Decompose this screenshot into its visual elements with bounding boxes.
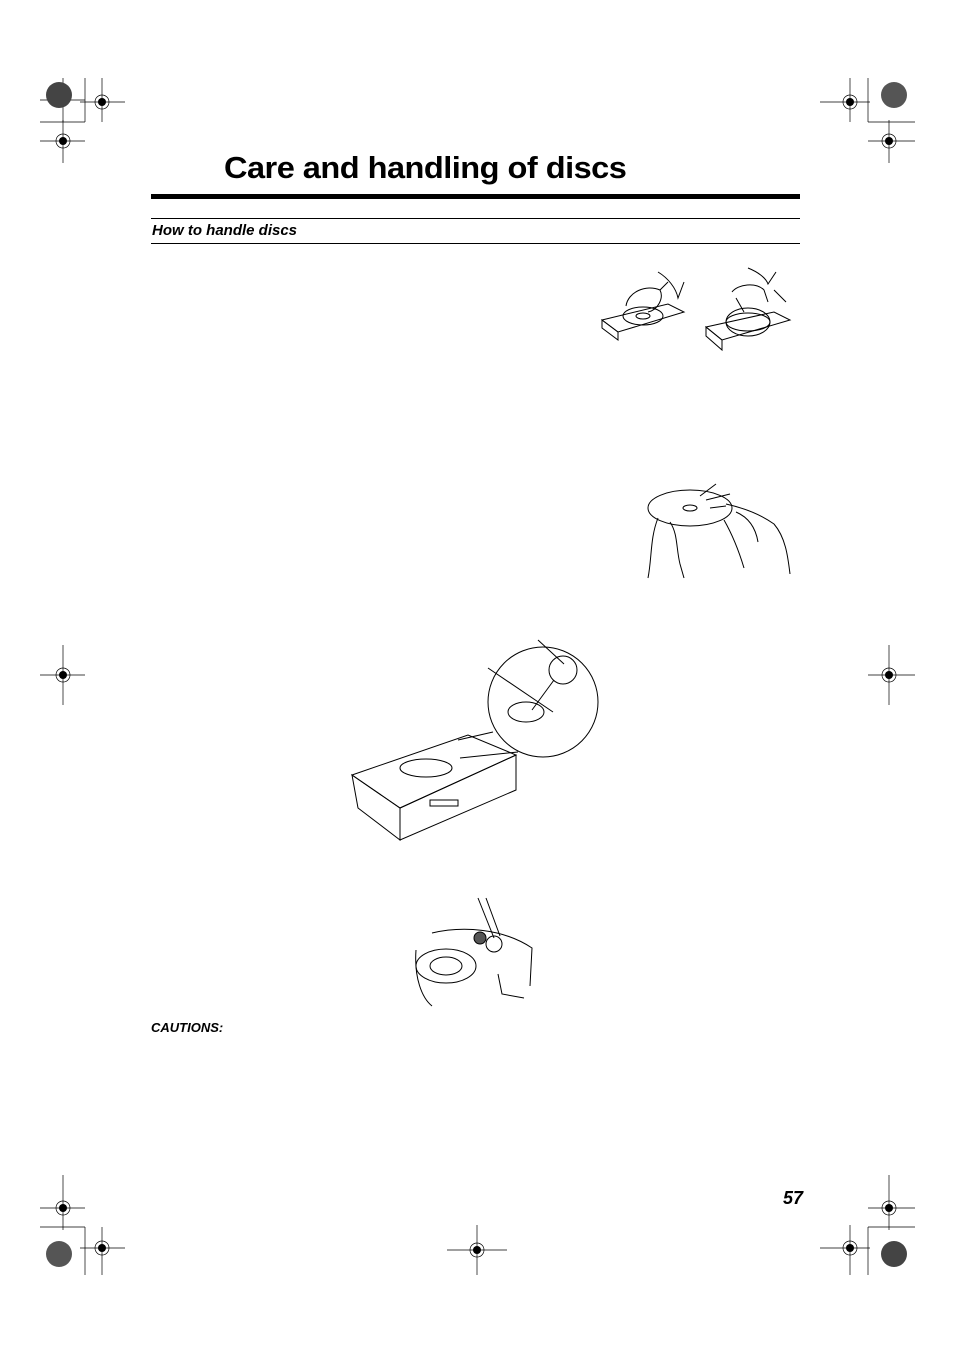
- disc-held-by-edges-illustration: [640, 478, 800, 590]
- section-rule-bottom: [151, 243, 800, 244]
- disc-tray-hands-illustration: [598, 262, 803, 362]
- cautions-label: CAUTIONS:: [151, 1020, 224, 1035]
- lens-cleaning-illustration: [348, 640, 603, 845]
- section-heading: How to handle discs: [152, 222, 298, 239]
- title-underline: [151, 194, 800, 199]
- page-title: Care and handling of discs: [224, 150, 627, 185]
- section-rule-top: [151, 218, 800, 219]
- lens-brush-illustration: [412, 898, 542, 1008]
- page-number: 57: [783, 1188, 804, 1208]
